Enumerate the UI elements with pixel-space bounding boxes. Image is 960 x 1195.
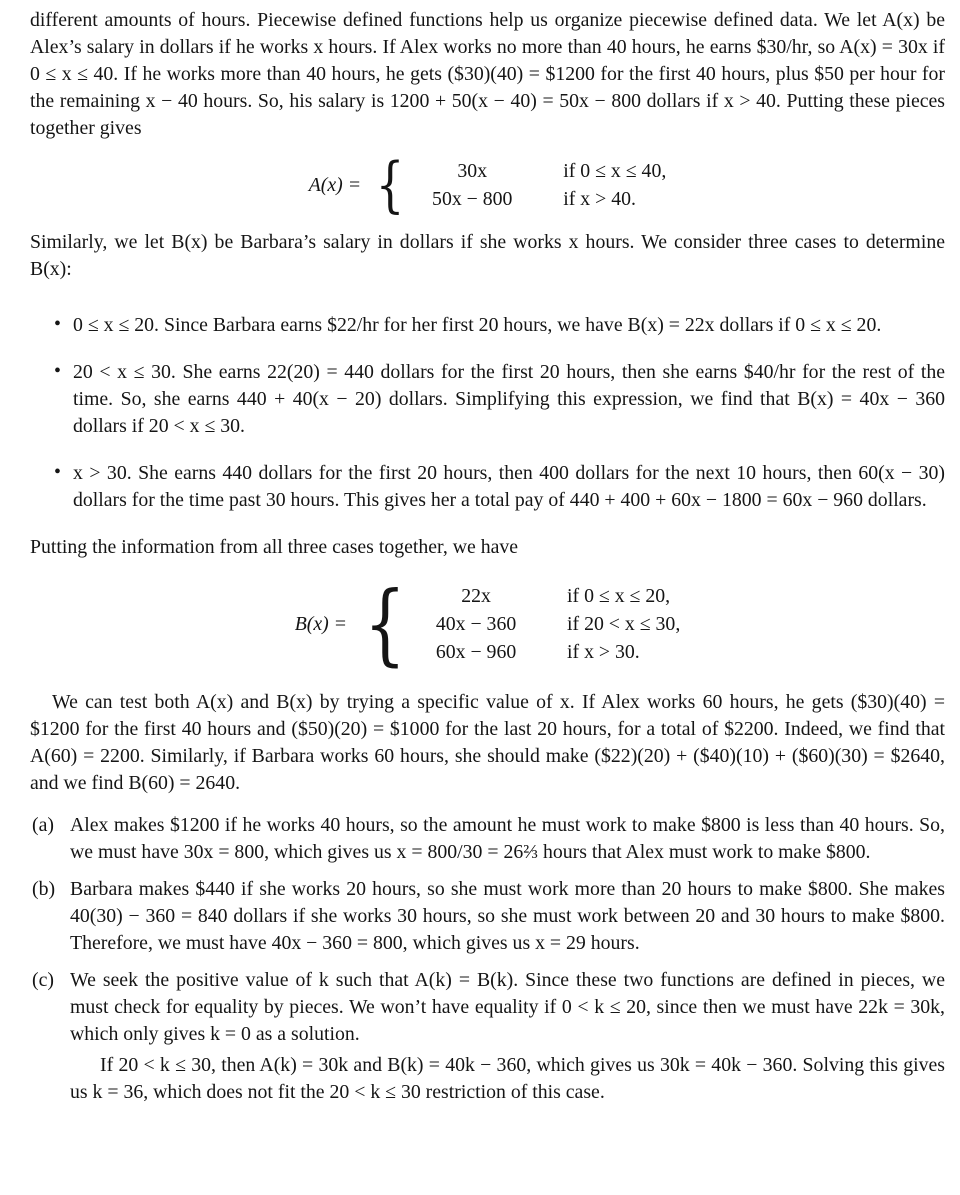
equation-B-row-2-expr: 40x − 360 <box>435 613 517 635</box>
equation-A-lhs: A(x) = <box>308 173 362 196</box>
paragraph-test-values: We can test both A(x) and B(x) by trying a specific value of x. If Alex works 60 hours, he gets ($30)(40) = $1200 for the first 40 hours and ($50)(20) = $1000 for the last 20 hours, for a total of $2200. Indeed, we find that A(60) = 2200. Similarly, if Barbara works 60 hours, she should make ($22)(20) + ($40)(10) + ($60)(30) = $2640, and we find B(60) = 2640. <box>30 691 945 794</box>
part-c-continuation: If 20 < k ≤ 30, then A(k) = 30k and B(k) = 40k − 360, which gives us 30k = 40k − 360. Solving this gives us k = 36, which does not fit the 20 < k ≤ 30 restriction of this case. <box>70 1054 945 1103</box>
paragraph-intro: different amounts of hours. Piecewise defined functions help us organize piecewise defined data. We let A(x) be Alex’s salary in dollars if he works x hours. If Alex works no more than 40 hours, he earns $30/hr, so A(x) = 30x if 0 ≤ x ≤ 40. If he works more than 40 hours, he gets ($30)(40) = $1200 for the first 40 hours, plus $50 per hour for the remaining x − 40 hours. So, his salary is 1200 + 50(x − 40) = 50x − 800 dollars if x > 40. Putting these pieces together gives <box>30 9 945 139</box>
equation-B-row-3-expr: 60x − 960 <box>435 641 517 663</box>
bullet-case-2 <box>30 359 945 440</box>
part-c <box>30 967 945 1106</box>
left-brace-icon: { <box>364 572 407 676</box>
equation-B-row-3 <box>417 638 680 666</box>
bullet-icon: • <box>54 461 61 483</box>
bullet-icon: • <box>54 360 61 382</box>
equation-B-row-2-cond: if 20 < x ≤ 30, <box>567 613 681 635</box>
equation-B-row-1 <box>417 582 680 610</box>
paragraph-barbara-intro: Similarly, we let B(x) be Barbara’s salary in dollars if she works x hours. We consider three cases to determine B(x): <box>30 231 945 280</box>
equation-B-row-3-cond: if x > 30. <box>567 641 640 663</box>
part-a-label: (a) <box>32 814 54 836</box>
bullet-icon: • <box>54 313 61 335</box>
equation-B-row-1-expr: 22x <box>461 585 491 607</box>
bullet-case-2-text: 20 < x ≤ 30. She earns 22(20) = 440 dollars for the first 20 hours, then she earns $40/hr for the rest of the time. So, she earns 440 + 40(x − 20) dollars. Simplifying this expression, we find that B(x) = 40x − 360 dollars if 20 < x ≤ 30. <box>73 361 945 437</box>
left-brace-icon: { <box>375 150 405 220</box>
equation-B <box>30 572 945 676</box>
equation-A <box>30 150 945 220</box>
equation-A-row-1-expr: 30x <box>457 160 488 182</box>
part-a <box>30 812 945 866</box>
bullet-case-3-text: x > 30. She earns 440 dollars for the first 20 hours, then 400 dollars for the next 10 hours, then 60(x − 30) dollars for the time past 30 hours. This gives her a total pay of 440 + 400 + 60x − 1800 = 60x − 960 dollars. <box>73 462 945 511</box>
case-bullet-list <box>30 312 945 514</box>
equation-A-row-1 <box>413 157 666 185</box>
paragraph-putting-together: Putting the information from all three cases together, we have <box>30 536 519 558</box>
equation-A-row-2-cond: if x > 40. <box>563 188 636 210</box>
equation-A-rows <box>413 157 666 213</box>
part-b-label: (b) <box>32 878 56 900</box>
part-c-text: We seek the positive value of k such that A(k) = B(k). Since these two functions are defined in pieces, we must check for equality by pieces. We won’t have equality if 0 < k ≤ 20, since then we must have 22k = 30k, which only gives k = 0 as a solution. <box>70 969 945 1045</box>
bullet-case-1-text: 0 ≤ x ≤ 20. Since Barbara earns $22/hr for her first 20 hours, we have B(x) = 22x dollars if 0 ≤ x ≤ 20. <box>73 314 882 336</box>
equation-B-rows <box>417 582 680 666</box>
equation-B-row-1-cond: if 0 ≤ x ≤ 20, <box>567 585 671 607</box>
equation-B-lhs: B(x) = <box>294 612 348 635</box>
bullet-case-3 <box>30 460 945 514</box>
equation-B-row-2 <box>417 610 680 638</box>
lettered-parts-list <box>30 812 945 1106</box>
equation-A-row-1-cond: if 0 ≤ x ≤ 40, <box>563 160 667 182</box>
part-b <box>30 876 945 957</box>
equation-A-row-2-expr: 50x − 800 <box>432 188 513 210</box>
bullet-case-1 <box>30 312 945 339</box>
part-a-text: Alex makes $1200 if he works 40 hours, so the amount he must work to make $800 is less than 40 hours. So, we must have 30x = 800, which gives us x = 800/30 = 26⅔ hours that Alex must work to make $800. <box>70 814 945 863</box>
part-b-text: Barbara makes $440 if she works 20 hours, so she must work more than 20 hours to make $800. She makes 40(30) − 360 = 840 dollars if she works 30 hours, so she must work between 20 and 30 hours to make $800. Therefore, we must have 40x − 360 = 800, which gives us x = 29 hours. <box>70 878 945 954</box>
equation-A-row-2 <box>413 185 666 213</box>
part-c-label: (c) <box>32 969 54 991</box>
